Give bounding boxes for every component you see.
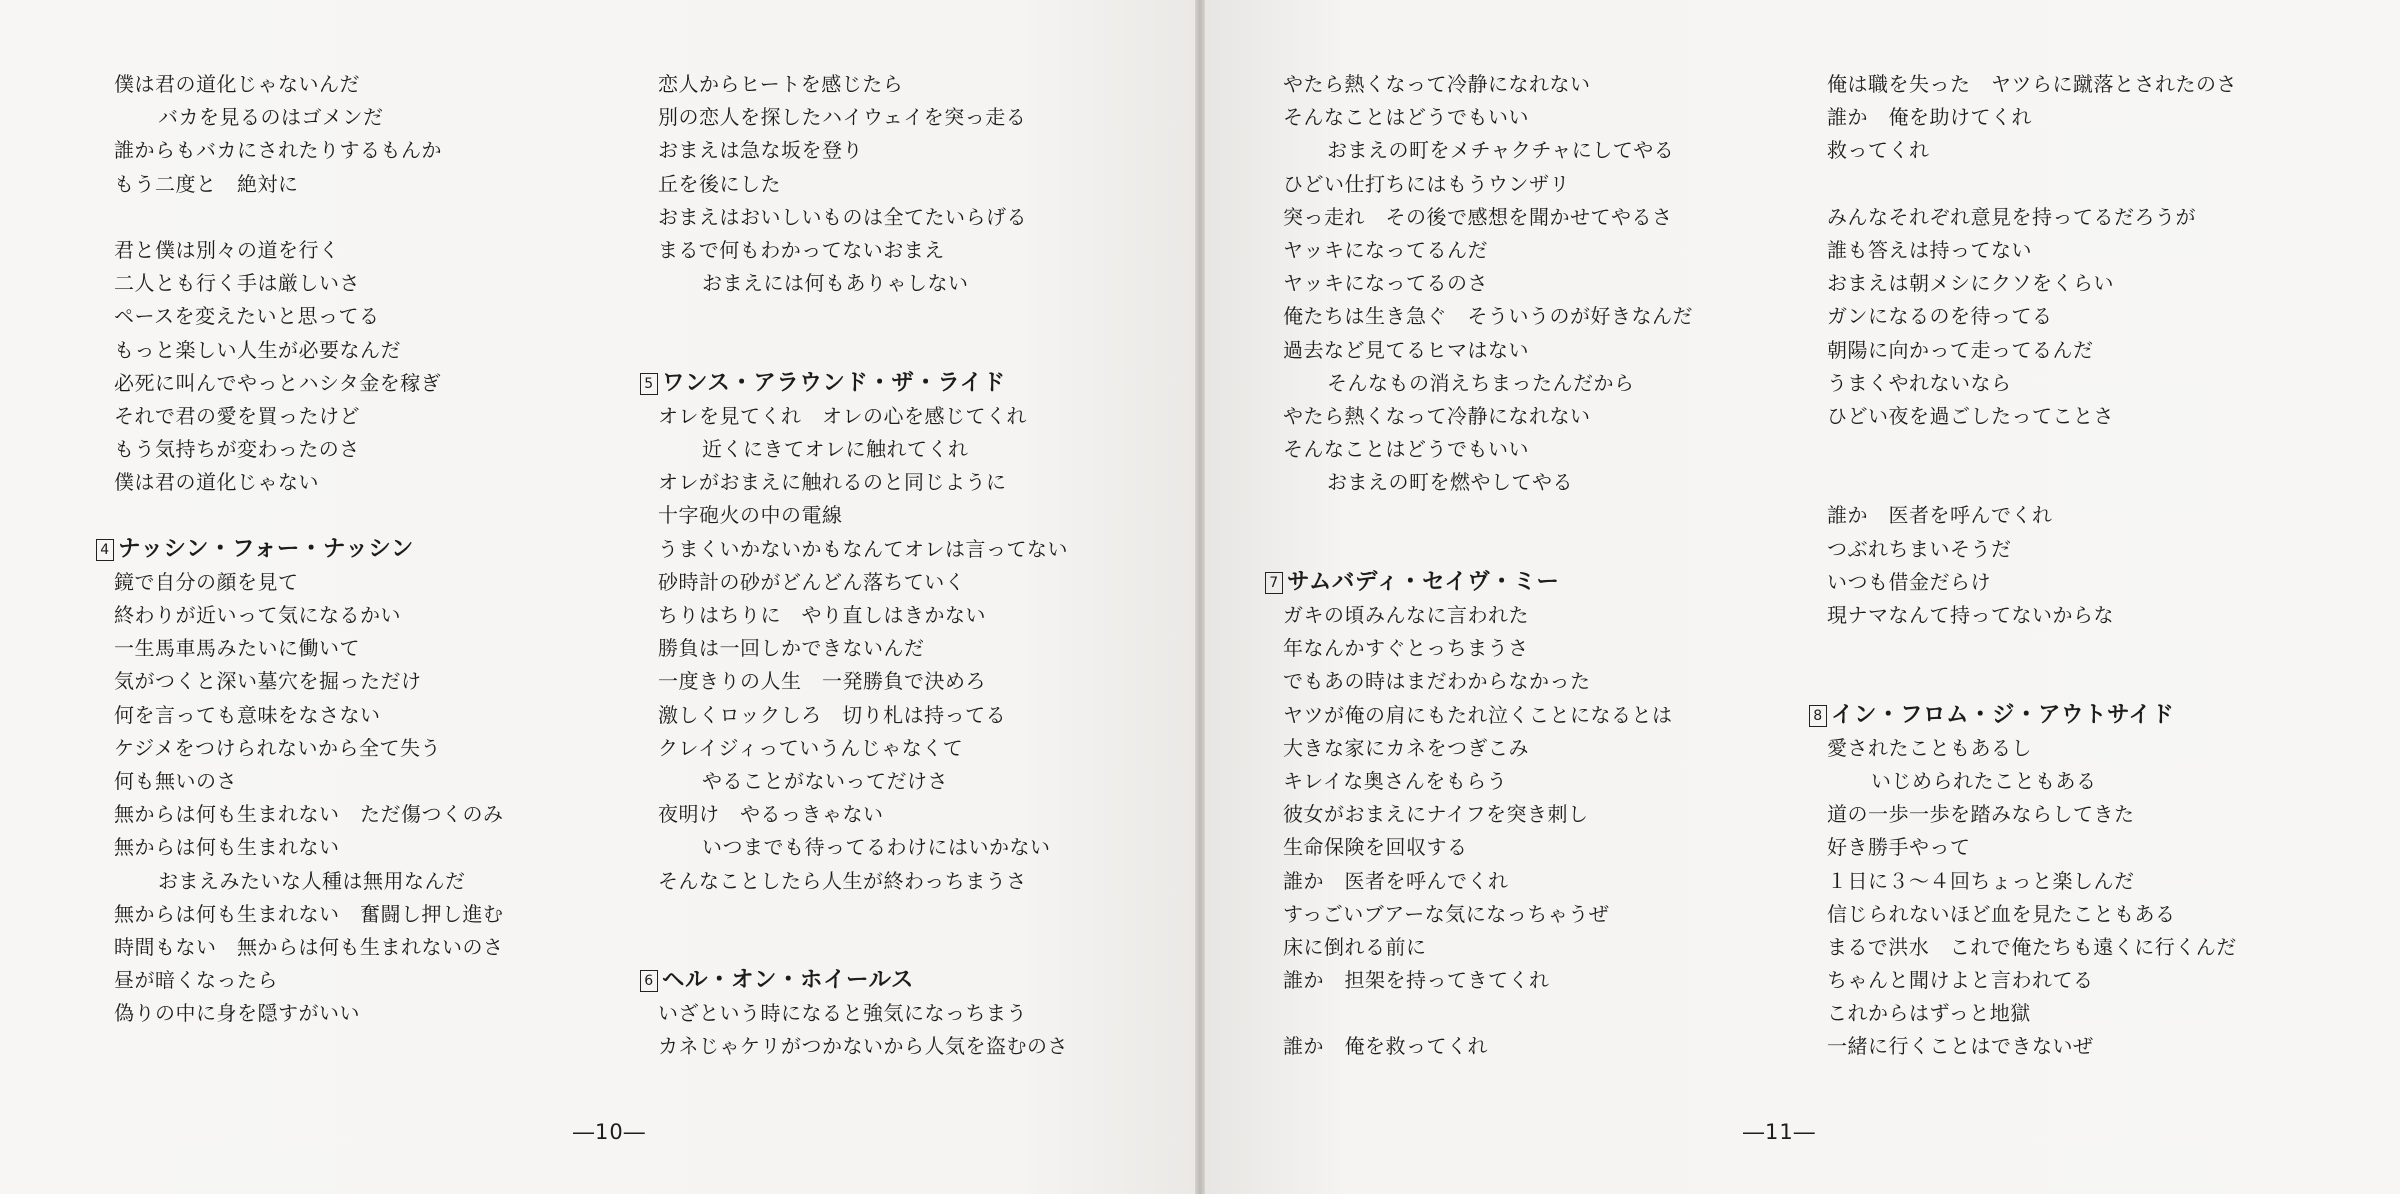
- lyric-line: まるで洪水 これで俺たちも遠くに行くんだ: [1827, 934, 2237, 959]
- song-title-text: ワンス・アラウンド・ザ・ライド: [662, 369, 1006, 396]
- lyric-line: 誰か 担架を持ってきてくれ: [1283, 968, 1550, 993]
- song-title-text: イン・フロム・ジ・アウトサイド: [1831, 701, 2175, 728]
- lyric-line: 近くにきてオレに触れてくれ: [702, 437, 969, 462]
- stanza-gap: [658, 898, 1068, 931]
- lyric-line: 君と僕は別々の道を行く: [114, 237, 340, 262]
- lyric-line: ガンになるのを待ってる: [1827, 304, 2053, 329]
- lyric-line: 僕は君の道化じゃない: [114, 470, 319, 495]
- lyric-line: オレがおまえに触れるのと同じように: [658, 470, 1007, 495]
- lyric-line: 誰か 医者を呼んでくれ: [1283, 868, 1509, 893]
- lyric-line: みんなそれぞれ意見を持ってるだろうが: [1827, 204, 2196, 229]
- lyric-line: 年なんかすぐとっちまうさ: [1283, 636, 1529, 661]
- stanza-gap: [114, 499, 504, 532]
- left-page: [0, 0, 1195, 1194]
- lyric-line: 昼が暗くなったら: [114, 968, 278, 993]
- stanza-gap: [114, 201, 504, 234]
- lyric-line: 突っ走れ その後で感想を聞かせてやるさ: [1283, 204, 1673, 229]
- lyric-line: いざという時になると強気になっちまう: [658, 1001, 1027, 1026]
- lyric-line: 一生馬車馬みたいに働いて: [114, 636, 360, 661]
- lyric-line: おまえの町を燃やしてやる: [1327, 470, 1573, 495]
- lyric-line: もう気持ちが変わったのさ: [114, 437, 360, 462]
- stanza-gap: [1827, 433, 2237, 466]
- stanza-gap: [1827, 466, 2237, 499]
- lyric-line: キレイな奥さんをもらう: [1283, 768, 1508, 793]
- lyric-line: もう二度と 絶対に: [114, 171, 299, 196]
- lyric-line: 無からは何も生まれない ただ傷つくのみ: [114, 802, 504, 827]
- lyric-line: 誰からもバカにされたりするもんか: [114, 138, 442, 163]
- lyric-line: 道の一歩一歩を踏みならしてきた: [1827, 802, 2135, 827]
- right-column-1: [1269, 68, 1693, 1064]
- lyric-line: 二人とも行く手は厳しいさ: [114, 271, 360, 296]
- lyric-line: 必死に叫んでやっとハシタ金を稼ぎ: [114, 370, 442, 395]
- lyric-line: 朝陽に向かって走ってるんだ: [1827, 337, 2094, 362]
- lyric-line: 床に倒れる前に: [1283, 934, 1427, 959]
- lyric-line: 救ってくれ: [1827, 138, 1930, 163]
- song-title: [96, 533, 504, 566]
- lyric-line: うまくやれないなら: [1827, 370, 2012, 395]
- lyric-line: バカを見るのはゴメンだ: [158, 105, 384, 130]
- lyric-line: 激しくロックしろ 切り札は持ってる: [658, 702, 1007, 727]
- song-title-text: ナッシン・フォー・ナッシン: [118, 535, 414, 562]
- lyric-line: いつまでも待ってるわけにはいかない: [702, 835, 1051, 860]
- lyric-line: 何を言っても意味をなさない: [114, 702, 381, 727]
- lyric-line: すっごいブアーな気になっちゃうぜ: [1283, 901, 1610, 926]
- lyric-line: 時間もない 無からは何も生まれないのさ: [114, 934, 504, 959]
- lyric-line: ちゃんと聞けよと言われてる: [1827, 968, 2094, 993]
- song-title: [640, 367, 1068, 400]
- song-title: [1265, 566, 1693, 599]
- lyric-line: 彼女がおまえにナイフを突き刺し: [1283, 802, 1589, 827]
- lyric-line: おまえの町をメチャクチャにしてやる: [1327, 138, 1675, 163]
- lyric-line: 一度きりの人生 一発勝負で決めろ: [658, 669, 986, 694]
- lyric-line: 俺は職を失った ヤツらに蹴落とされたのさ: [1827, 72, 2237, 96]
- lyric-line: オレを見てくれ オレの心を感じてくれ: [658, 403, 1027, 428]
- lyric-line: 無からは何も生まれない: [114, 835, 340, 860]
- stanza-gap: [658, 300, 1068, 333]
- lyric-line: まるで何もわかってないおまえ: [658, 237, 945, 262]
- lyric-line: １日に３～４回ちょっと楽しんだ: [1827, 868, 2135, 893]
- lyric-line: 別の恋人を探したハイウェイを突っ走る: [658, 105, 1027, 130]
- stanza-gap: [1827, 632, 2237, 665]
- lyric-line: 鏡で自分の顔を見て: [114, 569, 299, 594]
- lyric-line: ペースを変えたいと思ってる: [114, 304, 380, 329]
- lyric-line: 無からは何も生まれない 奮闘し押し進む: [114, 901, 504, 926]
- page-number-left: ―10―: [573, 1120, 646, 1144]
- lyric-line: ひどい夜を過ごしたってことさ: [1827, 403, 2114, 428]
- lyric-line: それで君の愛を買ったけど: [114, 403, 360, 428]
- lyric-line: ちりはちりに やり直しはきかない: [658, 603, 986, 627]
- song-title-text: サムバディ・セイヴ・ミー: [1287, 568, 1560, 595]
- lyric-line: うまくいかないかもなんてオレは言ってない: [658, 536, 1068, 561]
- lyric-line: おまえは急な坂を登り: [658, 138, 863, 163]
- lyric-line: おまえには何もありゃしない: [702, 271, 969, 296]
- left-column-2: [644, 68, 1068, 1064]
- lyric-line: そんなことはどうでもいい: [1283, 105, 1529, 130]
- lyric-line: いじめられたこともある: [1871, 768, 2097, 793]
- lyric-line: 一緒に行くことはできないぜ: [1827, 1034, 2094, 1059]
- lyric-line: そんなことしたら人生が終わっちまうさ: [658, 868, 1027, 893]
- lyric-line: そんなことはどうでもいい: [1283, 437, 1529, 462]
- stanza-gap: [658, 334, 1068, 367]
- lyric-line: 誰か 医者を呼んでくれ: [1827, 503, 2053, 528]
- stanza-gap: [658, 931, 1068, 964]
- lyric-line: ガキの頃みんなに言われた: [1283, 603, 1529, 627]
- page-number-right: ―11―: [1743, 1120, 1816, 1144]
- lyric-line: 気がつくと深い墓穴を掘っただけ: [114, 669, 422, 694]
- lyric-line: 砂時計の砂がどんどん落ちていく: [658, 569, 966, 594]
- lyric-line: カネじゃケリがつかないから人気を盗むのさ: [658, 1034, 1068, 1059]
- stanza-gap: [1283, 499, 1693, 532]
- lyric-line: そんなもの消えちまったんだから: [1327, 370, 1635, 395]
- lyric-line: 好き勝手やって: [1827, 835, 1971, 860]
- lyric-line: 誰か 俺を助けてくれ: [1827, 105, 2032, 130]
- lyric-line: 終わりが近いって気になるかい: [114, 603, 401, 627]
- track-number-box: 7: [1265, 572, 1283, 594]
- lyric-line: でもあの時はまだわからなかった: [1283, 669, 1591, 694]
- lyric-line: もっと楽しい人生が必要なんだ: [114, 337, 401, 362]
- book-gutter: [1195, 0, 1205, 1194]
- track-number-box: 5: [640, 373, 658, 395]
- lyric-line: 十字砲火の中の電線: [658, 503, 843, 528]
- track-number-box: 4: [96, 539, 114, 561]
- lyric-line: 恋人からヒートを感じたら: [658, 72, 904, 96]
- stanza-gap: [1827, 665, 2237, 698]
- lyric-line: 誰か 俺を救ってくれ: [1283, 1034, 1488, 1059]
- lyric-line: 俺たちは生き急ぐ そういうのが好きなんだ: [1283, 304, 1693, 329]
- lyric-line: 夜明け やるっきゃない: [658, 802, 884, 827]
- right-column-2: [1813, 68, 2237, 1064]
- lyric-line: 誰も答えは持ってない: [1827, 237, 2032, 262]
- lyric-line: やることがないってだけさ: [702, 768, 948, 793]
- lyric-line: 僕は君の道化じゃないんだ: [114, 72, 360, 96]
- lyric-line: ヤッキになってるのさ: [1283, 271, 1488, 296]
- lyric-line: やたら熱くなって冷静になれない: [1283, 403, 1591, 428]
- lyric-line: 大きな家にカネをつぎこみ: [1283, 735, 1529, 760]
- song-title: [640, 964, 1068, 997]
- lyric-line: おまえは朝メシにクソをくらい: [1827, 271, 2114, 296]
- lyric-line: ケジメをつけられないから全て失う: [114, 735, 441, 760]
- lyric-line: おまえみたいな人種は無用なんだ: [158, 868, 466, 893]
- stanza-gap: [1827, 168, 2237, 201]
- lyric-line: 愛されたこともあるし: [1827, 735, 2032, 760]
- track-number-box: 6: [640, 970, 658, 992]
- lyric-line: ひどい仕打ちにはもうウンザリ: [1283, 171, 1570, 196]
- lyric-line: クレイジィっていうんじゃなくて: [658, 735, 964, 760]
- left-column-1: [100, 68, 504, 1030]
- lyric-line: 何も無いのさ: [114, 768, 237, 793]
- right-page: [1205, 0, 2400, 1194]
- song-title: [1809, 699, 2237, 732]
- stanza-gap: [1283, 997, 1693, 1030]
- lyric-line: ヤッキになってるんだ: [1283, 237, 1488, 262]
- lyric-line: やたら熱くなって冷静になれない: [1283, 72, 1591, 96]
- track-number-box: 8: [1809, 705, 1827, 727]
- lyric-line: 丘を後にした: [658, 171, 781, 196]
- lyric-line: いつも借金だらけ: [1827, 569, 1991, 594]
- lyric-line: おまえはおいしいものは全てたいらげる: [658, 204, 1027, 229]
- song-title-text: ヘル・オン・ホイールス: [662, 967, 914, 994]
- lyric-line: 過去など見てるヒマはない: [1283, 337, 1529, 362]
- lyric-line: 信じられないほど血を見たこともある: [1827, 901, 2176, 926]
- lyric-line: 勝負は一回しかできないんだ: [658, 636, 925, 661]
- lyric-line: 現ナマなんて持ってないからな: [1827, 603, 2114, 627]
- lyric-line: 偽りの中に身を隠すがいい: [114, 1001, 360, 1026]
- lyric-line: ヤツが俺の肩にもたれ泣くことになるとは: [1283, 702, 1673, 727]
- stanza-gap: [1283, 533, 1693, 566]
- lyric-line: 生命保険を回収する: [1283, 835, 1468, 860]
- lyric-line: これからはずっと地獄: [1827, 1001, 2031, 1026]
- lyric-line: つぶれちまいそうだ: [1827, 536, 2012, 561]
